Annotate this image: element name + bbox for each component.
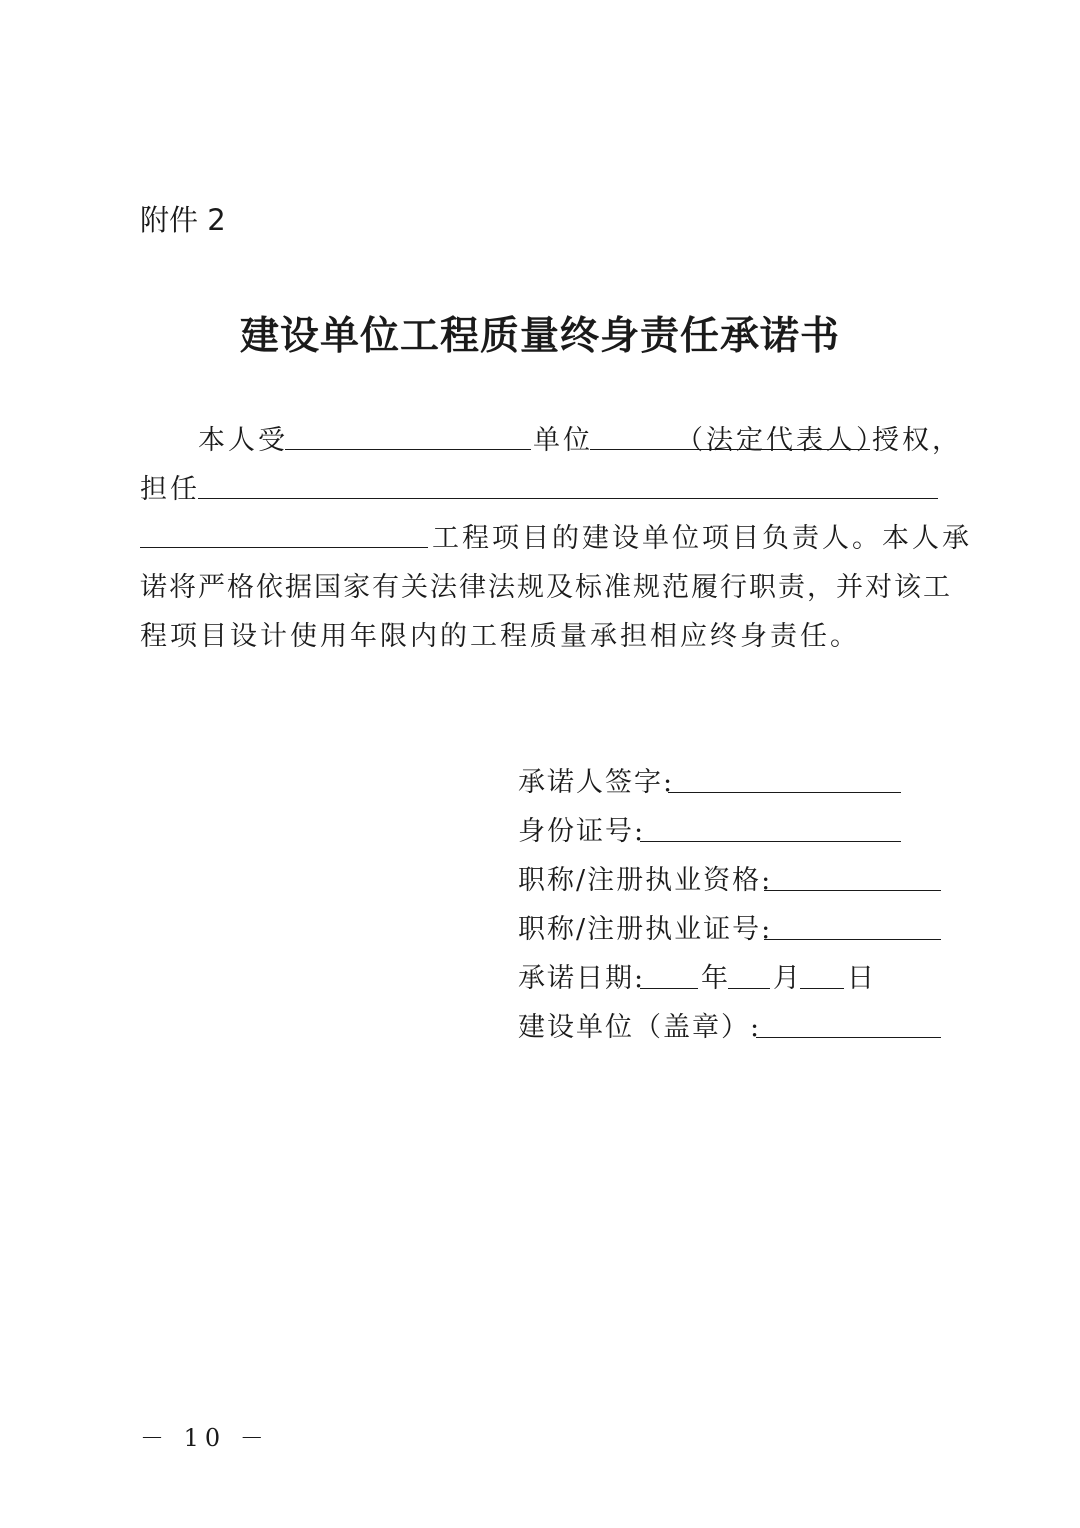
text-danwei: 单位: [533, 425, 593, 456]
document-title: 建设单位工程质量终身责任承诺书: [239, 314, 840, 359]
blank-project-name-part2[interactable]: [140, 547, 428, 548]
id-number-field[interactable]: [640, 841, 901, 842]
date-day-field[interactable]: [800, 988, 844, 989]
unit-seal-label: 建设单位（盖章）:: [518, 1012, 762, 1043]
page-number: － 10 －: [140, 1424, 270, 1452]
date-year-field[interactable]: [640, 988, 698, 989]
certificate-number-label: 职称/注册执业证号:: [518, 914, 773, 945]
text-line4: 诺将严格依据国家有关法律法规及标准规范履行职责，并对该工: [140, 572, 952, 603]
signer-label: 承诺人签字:: [518, 767, 675, 798]
qualification-label: 职称/注册执业资格:: [518, 865, 773, 896]
signer-signature-field[interactable]: [668, 792, 901, 793]
date-day-unit: 日: [847, 963, 876, 994]
attachment-label: 附件 2: [140, 203, 226, 237]
text-danren: 担任: [140, 474, 200, 505]
id-number-label: 身份证号:: [518, 816, 646, 847]
date-month-field[interactable]: [728, 988, 770, 989]
date-label: 承诺日期:: [518, 963, 646, 994]
text-legal-representative: （法定代表人）: [676, 425, 886, 456]
date-month-unit: 月: [773, 963, 802, 994]
text-line5: 程项目设计使用年限内的工程质量承担相应终身责任。: [140, 621, 860, 652]
blank-authorizing-unit[interactable]: [285, 449, 531, 450]
text-line3: 工程项目的建设单位项目负责人。本人承: [432, 523, 972, 554]
text-authorization: 授权，: [872, 425, 962, 456]
blank-project-name-part1[interactable]: [198, 498, 938, 499]
qualification-field[interactable]: [764, 890, 941, 891]
certificate-number-field[interactable]: [764, 939, 941, 940]
date-year-unit: 年: [701, 963, 730, 994]
unit-seal-field[interactable]: [756, 1037, 941, 1038]
text-ben-ren-shou: 本人受: [198, 425, 288, 456]
